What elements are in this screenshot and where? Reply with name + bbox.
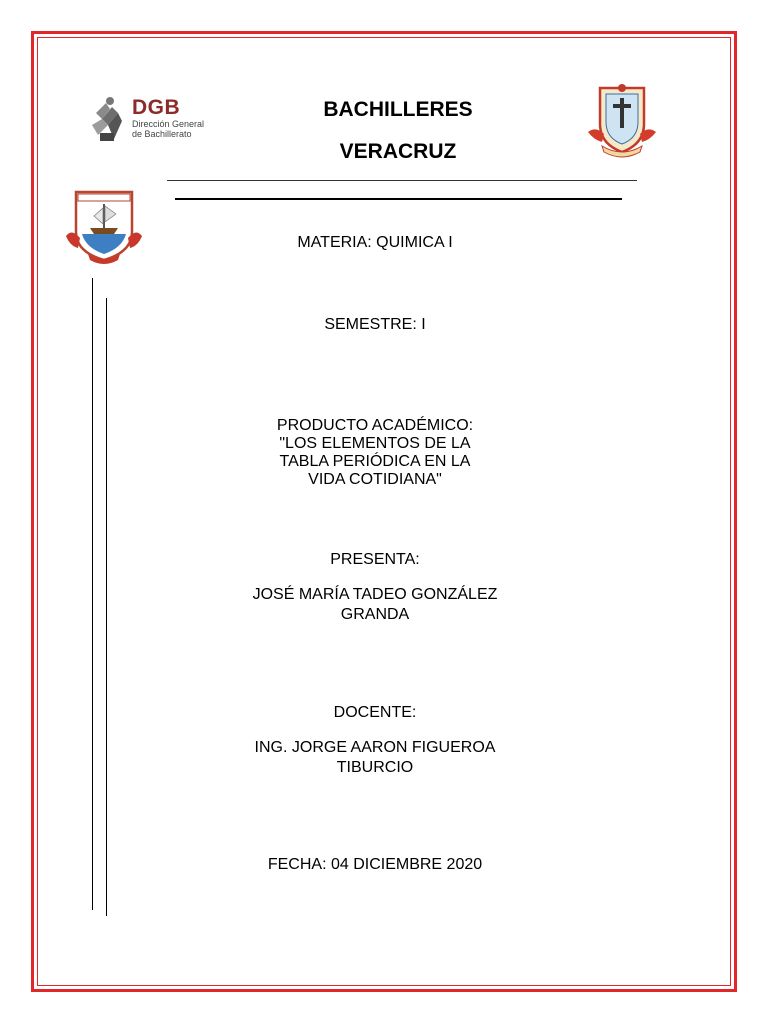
docente-line-2: TIBURCIO xyxy=(336,759,414,776)
divider-thick xyxy=(175,198,622,200)
dgb-emblem-icon xyxy=(88,95,128,145)
producto-line-1: PRODUCTO ACADÉMICO: xyxy=(276,417,474,434)
school-crest-icon xyxy=(586,82,658,160)
producto-line-3: TABLA PERIÓDICA EN LA xyxy=(279,453,471,470)
dgb-name-line1: Dirección General xyxy=(132,119,205,129)
page-title xyxy=(298,98,498,164)
presenta-line-2: GRANDA xyxy=(340,606,410,623)
fecha-text: FECHA: 04 DICIEMBRE 2020 xyxy=(267,856,483,873)
materia-text: MATERIA: QUIMICA I xyxy=(297,234,453,251)
producto-line-2: "LOS ELEMENTOS DE LA xyxy=(279,435,471,452)
title-line2: VERACRUZ xyxy=(339,140,457,163)
dgb-name-line2: de Bachillerato xyxy=(132,129,192,139)
docente-label: DOCENTE: xyxy=(333,704,417,721)
semestre-text: SEMESTRE: I xyxy=(324,316,426,333)
presenta-line-1: JOSÉ MARÍA TADEO GONZÁLEZ xyxy=(252,586,498,603)
margin-line-inner xyxy=(106,298,107,916)
title-line1: BACHILLERES xyxy=(323,98,473,121)
ship-crest-icon xyxy=(64,188,144,268)
margin-line-outer xyxy=(92,278,93,910)
producto-line-4: VIDA COTIDIANA" xyxy=(308,471,442,488)
divider-thin xyxy=(167,180,637,181)
docente-line-1: ING. JORGE AARON FIGUEROA xyxy=(254,739,496,756)
presenta-label: PRESENTA: xyxy=(330,551,420,568)
dgb-acronym: DGB xyxy=(132,96,181,119)
dgb-logo xyxy=(88,95,218,145)
